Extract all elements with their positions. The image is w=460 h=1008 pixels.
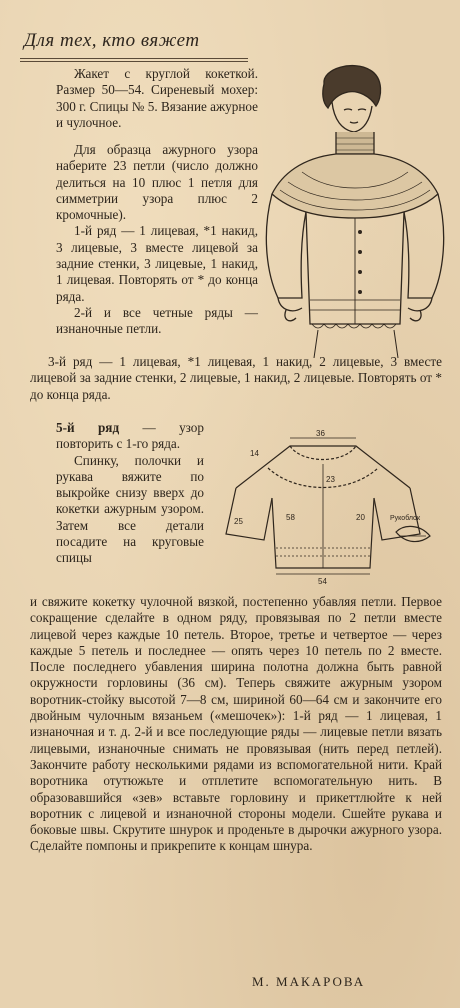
intro-text: Жакет с круглой кокеткой. Размер 50—54. Сиреневый мохер: 300 г. Спицы № 5. Вязание ажурное и чулочное. [56, 66, 258, 130]
section-title: Для тех, кто вяжет [24, 30, 200, 51]
dim-20: 20 [356, 513, 365, 522]
row-5-line [56, 420, 204, 453]
row-5-lead: 5-й ряд [56, 420, 120, 435]
intro-paragraph [56, 66, 258, 131]
row-3-text: 3-й ряд — 1 лицевая, *1 лицевая, 1 накид, 2 лицевые, 3 вместе лицевой за задние стенки, 2 лицевые, 1 накид, 2 лицевые. Повторять от * до конца ряда. [30, 354, 442, 402]
jacket-illustration [262, 62, 448, 358]
title-underline-second [20, 61, 248, 62]
row-1-text: 1-й ряд — 1 лицевая, *1 накид, 3 лицевые, 3 вместе лицевой за задние стенки, 3 лицевые, 1 накид, 1 лицевая. Повторять от * до конца ряда. [56, 223, 258, 304]
assembly-text-wide: и свяжите кокетку чулочной вязкой, постепенно убавляя петли. Первое сокращение сделайте в одном ряду, провязывая по 2 петли вместе лицевой через каждые 10 петель. Второе, третье и четвертое — через каждые 5 петель и последнее — опять через 10 петель по 2 вместе. После последнего убавления ширина полотна должна быть равной окружности горловины (36 см). Теперь свяжите ажурным узором воротник-стойку высотой 7—8 см, шириной 60—64 см и закончите его двойным чулочным вязаньем («мешочек»): 1-й ряд — 1 лицевая, 1 изнаночная и т. д. 2-й и все последующие ряды — лицевые петли вязать лицевыми, изнаночные снимать не провязывая (нить перед петлей). Закончите работу несколькими рядами из вспомогательной нити. Край воротника отутюжьте и отплетите вспомогательную нить. В образовавшийся «зев» вставьте горловину и прикеттлюйте к ней воротник с лицевой и изнаночной стороны модели. Сшейте рукава и боковые швы. Скрутите шнурок и проденьте в дырочки ажурного узора. Сделайте помпоны и прикрепите к концам шнура. [30, 594, 442, 854]
dim-54: 54 [318, 577, 327, 586]
fold-label: Рукоблок [390, 515, 421, 522]
title-underline [20, 58, 248, 59]
row-2-text: 2-й и все четные ряды — изнаночные петли. [56, 304, 258, 337]
dim-25: 25 [234, 517, 243, 526]
dim-23: 23 [326, 475, 335, 484]
gauge-text: Для образца ажурного узора наберите 23 петли (число должно делиться на 10 плюс 1 петля для симметрии узора плюс 2 кромочные). [56, 142, 258, 223]
row-3-paragraph [30, 354, 442, 403]
assembly-text-column: Спинку, полочки и рукава вяжите по выкройке снизу вверх до кокетки ажурным узором. Затем все детали посадите на круговые спицы [56, 452, 204, 566]
row-5-rest: — узор повторить с 1-го ряда. [56, 420, 204, 452]
pattern-instructions [56, 142, 258, 338]
dim-14: 14 [250, 449, 259, 458]
dim-36: 36 [316, 429, 325, 438]
assembly-column [56, 420, 204, 567]
assembly-paragraph [30, 594, 442, 855]
dim-58: 58 [286, 513, 295, 522]
author-signature: М. МАКАРОВА [252, 974, 366, 989]
pattern-schematic [206, 424, 442, 590]
